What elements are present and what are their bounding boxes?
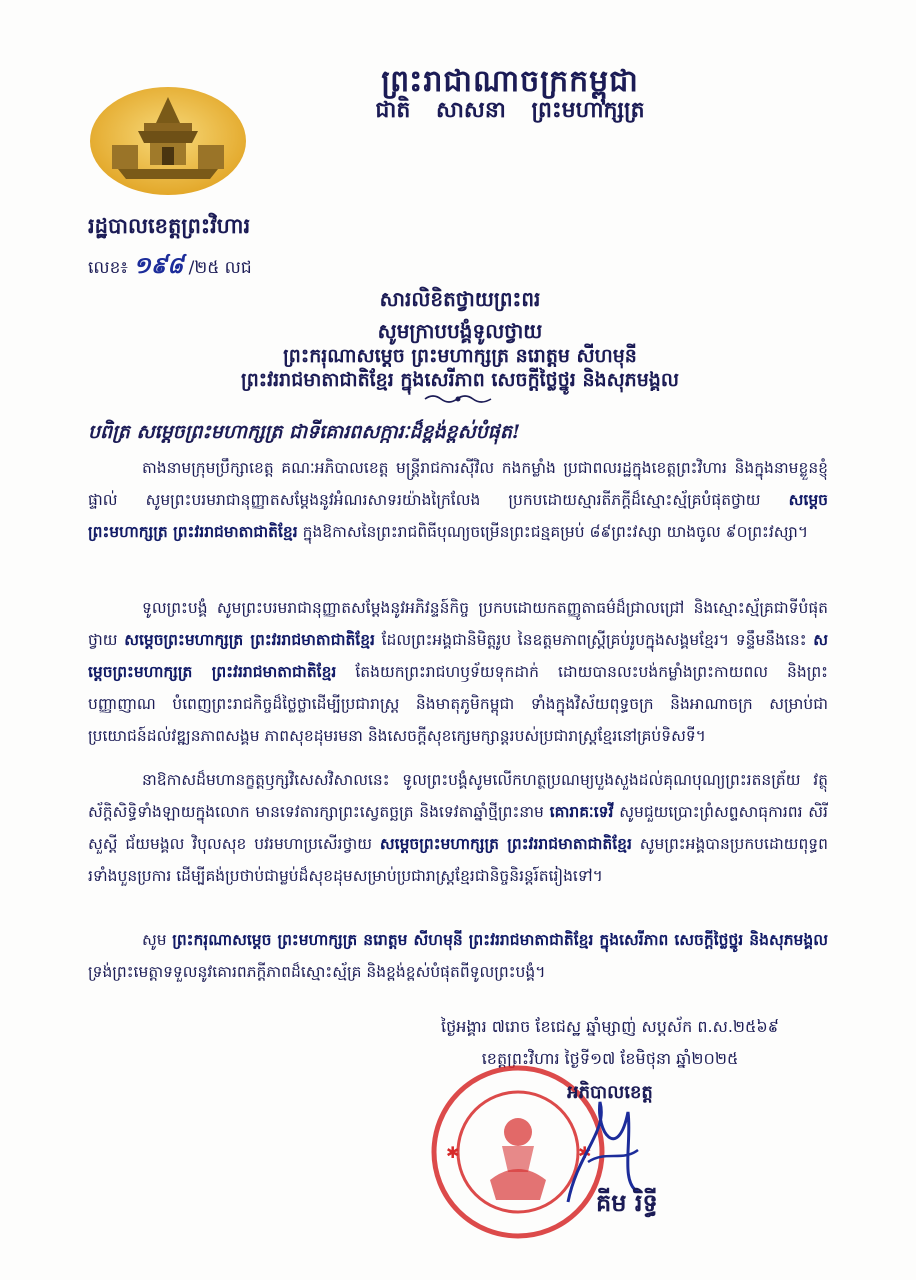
addressee-king: ព្រះករុណាសម្តេច ព្រះមហាក្សត្រ នរោត្តម សីហមុនី: [283, 345, 637, 367]
p1-honorific: សម្តេចព្រះមហាក្សត្រ ព្រះវររាជមាតាជាតិខ្មែរ: [88, 491, 828, 541]
national-motto: ជាតិ សាសនា ព្រះមហាក្សត្រ: [375, 97, 645, 123]
signer-title: អភិបាលខេត្ត: [567, 1082, 653, 1103]
paragraph-1: [88, 452, 828, 548]
p2-text-e: តែងយកព្រះរាជហឫទ័យទុកដាក់ ដោយបានលះបង់កម្លាំងព្រះកាយពល និងព្រះបញ្ញាញាណ បំពេញព្រះរាជកិច្ចដ៏ថ្លៃថ្លាដើម្បីប្រជារាស្ត្រ និងមាតុភូមិកម្ពុជា ទាំងក្នុងវិស័យពុទ្ធចក្រ និងអាណាចក្រ សម្រាប់ជាប្រយោជន៍ដល់វឌ្ឍនភាពសង្គម ភាពសុខដុមរមនា និងសេចក្តីសុខក្សេមក្សាន្តរបស់ប្រជារាស្ត្រខ្មែរនៅគ្រប់ទិសទី។: [88, 663, 828, 745]
lunar-date: ថ្ងៃអង្គារ ៧រោច ខែជេស្ឋ ឆ្នាំម្សាញ់ សប្តស័ក ព.ស.២៥៦៩: [440, 1017, 780, 1036]
p3-deity-name: គោរាគៈទេវី: [549, 803, 614, 821]
p3-text-e: សូមព្រះអង្គបានប្រកបដោយពុទ្ធពរទាំងបួនប្រការ ដើម្បីគង់ប្រថាប់ជាម្លប់ដ៏សុខដុមសម្រាប់ប្រជារាស្ត្រខ្មែរជានិច្ចនិរន្តរ៍តរៀងទៅ។: [88, 835, 828, 885]
issuing-organization: រដ្ឋបាលខេត្តព្រះវិហារ: [88, 213, 251, 238]
p2-text-a: ទូលព្រះបង្គំ សូមព្រះបរមរាជានុញ្ញាតសម្តែងនូវអភិវន្ទន៍កិច្ច ប្រកបដោយកតញ្ញូតាធម៌ដ៏ជ្រាលជ្រៅ និងស្មោះស្ម័គ្រជាទីបំផុតថ្វាយ: [88, 599, 828, 649]
ref-number: ១៩៨: [133, 252, 184, 279]
temple-logo-icon: [88, 85, 248, 197]
kingdom-title: ព្រះរាជាណាចក្រកម្ពុជា: [381, 64, 639, 99]
paragraph-2: [88, 592, 828, 752]
p3-text-c: សូមជួយប្រោះព្រំសព្ទសាធុការពរ សិរីសួស្តី ជ័យមង្គល វិបុលសុខ បវរមហាប្រសើរថ្វាយ: [88, 803, 828, 853]
reference-number: [88, 252, 252, 285]
letter-subtitle: សូមក្រាបបង្គំទូលថ្វាយ: [377, 319, 543, 343]
ref-prefix: លេខ៖: [88, 258, 128, 278]
p2-honorific-2: សម្តេចព្រះមហាក្សត្រ ព្រះវររាជមាតាជាតិខ្មែរ: [88, 631, 828, 681]
p2-honorific-1: សម្តេចព្រះមហាក្សត្រ ព្រះវររាជមាតាជាតិខ្មែរ: [124, 631, 375, 649]
p3-text-a: នាឱកាសដ៏មហានក្ខត្តឫក្សវិសេសវិសាលនេះ ទូលព្រះបង្គំសូមលើកហត្ថប្រណម្យបួងសួងដល់គុណបុណ្យព្រះរតនត្រ័យ វត្ថុស័ក្តិសិទ្ធិទាំងឡាយក្នុងលោក មានទេវតារក្សាព្រះស្វេតច្ឆត្រ និងទេវតាឆ្នាំថ្មីព្រះនាម: [88, 771, 828, 821]
ref-suffix: /២៥ លជ: [188, 258, 252, 278]
addressee-queen: ព្រះវររាជមាតាជាតិខ្មែរ ក្នុងសេរីភាព សេចក្តីថ្លៃថ្នូរ និងសុភមង្គល: [241, 369, 679, 391]
paragraph-4: [88, 924, 828, 988]
p3-honorific: សម្តេចព្រះមហាក្សត្រ ព្រះវររាជមាតាជាតិខ្មែរ: [379, 835, 632, 853]
ornament-divider-icon: [423, 392, 493, 406]
p4-text-c: ទ្រង់ព្រះមេត្តាទទួលនូវគោរពភក្តីភាពដ៏ស្មោះស្ម័គ្រ និងខ្ពង់ខ្ពស់បំផុតពីទូលព្រះបង្គំ។: [88, 963, 546, 981]
solar-date: ខេត្តព្រះវិហារ ថ្ងៃទី១៧ ខែមិថុនា ឆ្នាំ២០២៥: [481, 1049, 739, 1068]
signer-name: គីម រិទ្ធី: [596, 1188, 658, 1217]
paragraph-3: [88, 764, 828, 892]
p1-text-c: ក្នុងឱកាសនៃព្រះរាជពិធីបុណ្យចម្រើនព្រះជន្មគម្រប់ ៨៩ព្រះវស្សា យាងចូល ៩០ព្រះវស្សា។: [302, 523, 809, 541]
p4-honorific: ព្រះករុណាសម្តេច ព្រះមហាក្សត្រ នរោត្តម សីហមុនី ព្រះវររាជមាតាជាតិខ្មែរ ក្នុងសេរីភាព សេចក្តីថ្លៃថ្នូរ និងសុភមង្គល: [172, 931, 828, 949]
svg-text:✱: ✱: [578, 1143, 592, 1162]
letter-title: សារលិខិតថ្វាយព្រះពរ: [379, 287, 541, 311]
p1-text-a: តាងនាមក្រុមប្រឹក្សាខេត្ត គណៈអភិបាលខេត្ត មន្ត្រីរាជការស៊ីវិល កងកម្លាំង ប្រជាពលរដ្ឋក្នុងខេត្តព្រះវិហារ និងក្នុងនាមខ្លួនខ្ញុំផ្ទាល់ សូមព្រះបរមរាជានុញ្ញាតសម្តែងនូវអំណរសាទរយ៉ាងក្រៃលែង ប្រកបដោយស្មារតីភក្តីដ៏ស្មោះស្ម័គ្របំផុតថ្វាយ: [88, 459, 828, 509]
salutation: បពិត្រ សម្តេចព្រះមហាក្សត្រ ជាទីគោរពសក្ការៈដ៏ខ្ពង់ខ្ពស់បំផុត!: [88, 421, 521, 443]
p2-text-c: ដែលព្រះអង្គជានិមិត្តរូប នៃឧត្តមភាពស្ត្រីគ្រប់រូបក្នុងសង្គមខ្មែរ។ ទន្ទឹមនឹងនេះ: [381, 631, 807, 649]
svg-text:✱: ✱: [446, 1143, 460, 1162]
p4-text-a: សូម: [142, 931, 167, 949]
